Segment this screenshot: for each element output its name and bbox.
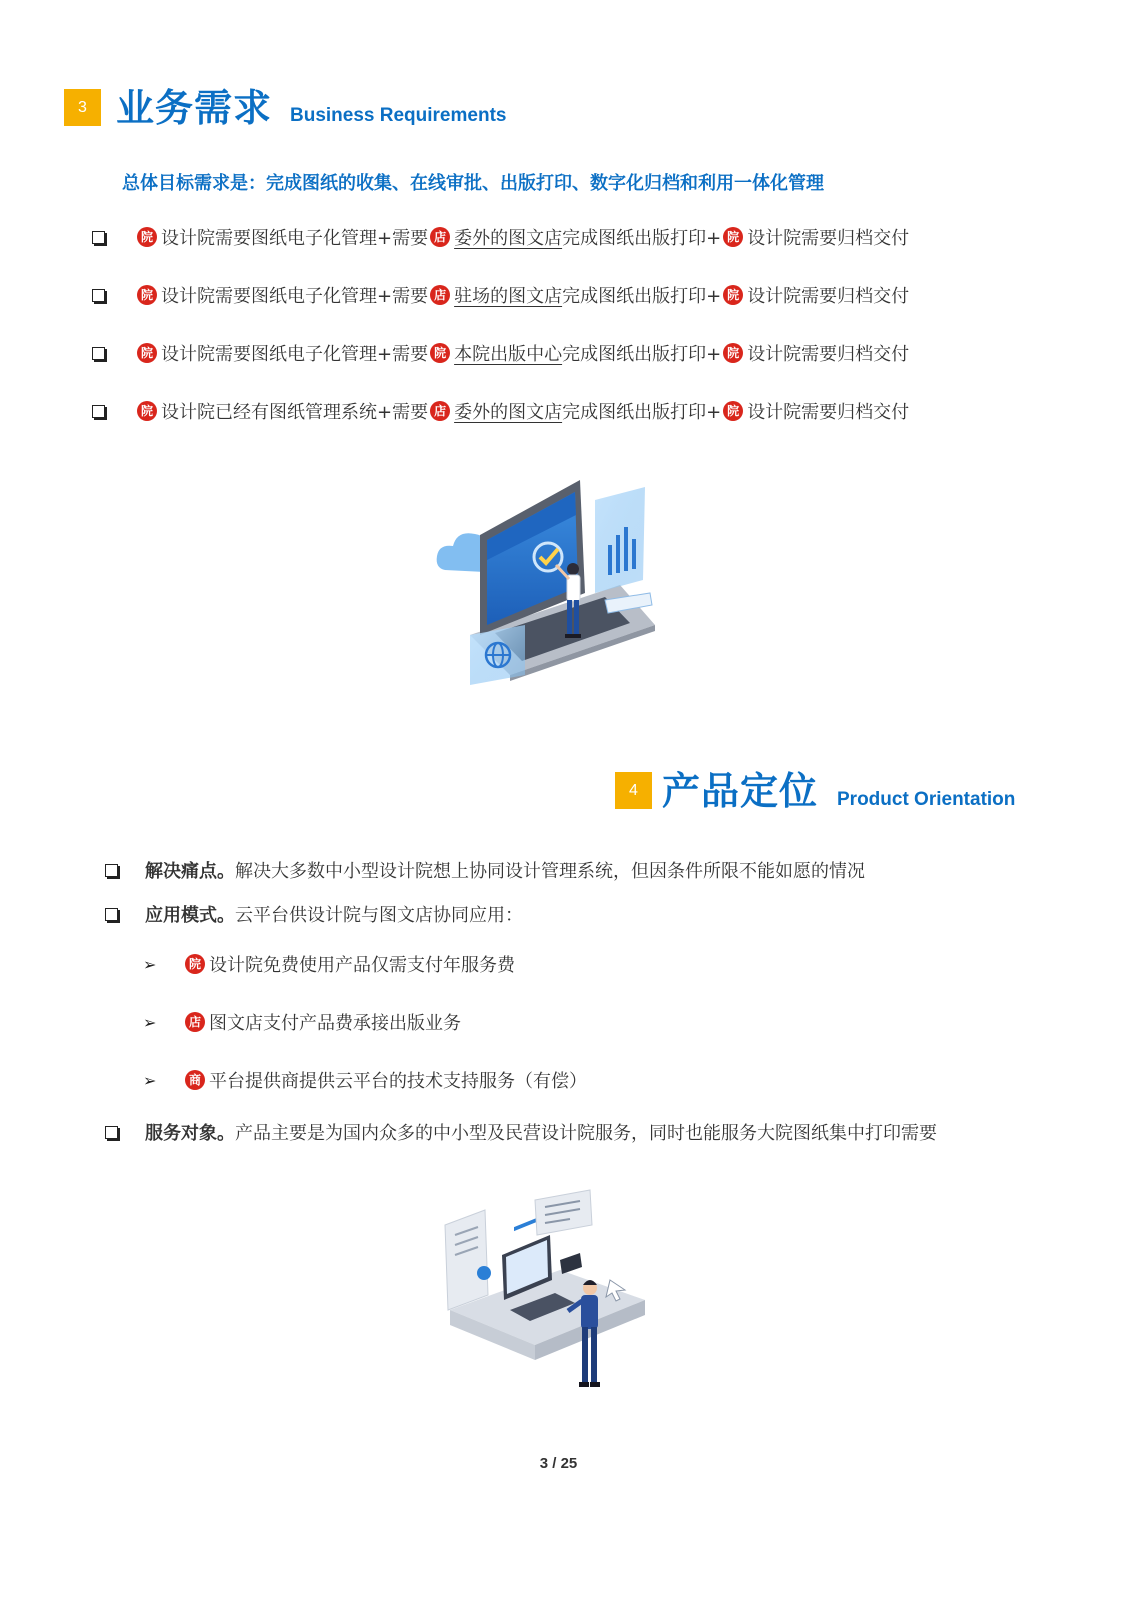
- requirement-row: [92, 398, 909, 424]
- seal-icon: 院: [723, 343, 743, 363]
- checkbox-bullet-icon: [105, 1126, 118, 1139]
- section-subtitle: Product Orientation: [837, 789, 1016, 810]
- row-text: 设计院需要归档交付: [747, 286, 910, 307]
- seal-icon: 院: [137, 343, 157, 363]
- checkbox-bullet-icon: [105, 864, 118, 877]
- goal-statement: 总体目标需求是：完成图纸的收集、在线审批、出版打印、数字化归档和利用一体化管理: [122, 173, 824, 194]
- row-text: 设计院需要归档交付: [747, 344, 910, 365]
- row-text: 设计院需要图纸电子化管理+需要: [161, 228, 429, 249]
- row-underlined-text: 本院出版中心: [454, 344, 563, 365]
- row-text: 云平台供设计院与图文店协同应用：: [235, 905, 523, 926]
- seal-icon: 店: [430, 285, 450, 305]
- requirement-row: [92, 282, 909, 308]
- arrow-bullet-icon: ➢: [143, 954, 157, 974]
- section-title: 业务需求: [116, 86, 273, 130]
- row-text: 设计院需要归档交付: [747, 228, 910, 249]
- seal-icon: 院: [137, 285, 157, 305]
- row-text: 解决大多数中小型设计院想上协同设计管理系统，但因条件所限不能如愿的情况: [235, 861, 865, 882]
- row-text: 平台提供商提供云平台的技术支持服务（有偿）: [209, 1071, 587, 1092]
- seal-icon: 店: [430, 227, 450, 247]
- page-number: 3 / 25: [539, 1455, 578, 1472]
- row-text: 设计院需要归档交付: [747, 402, 910, 423]
- arrow-bullet-icon: ➢: [143, 1012, 157, 1032]
- seal-icon: 院: [723, 401, 743, 421]
- row-text: 完成图纸出版打印+: [562, 286, 722, 307]
- row-text: 完成图纸出版打印+: [562, 402, 722, 423]
- section-number-badge: [615, 772, 652, 809]
- mode-row: [105, 901, 523, 927]
- requirement-row: [92, 224, 909, 250]
- seal-icon: 院: [723, 285, 743, 305]
- row-text: 产品主要是为国内众多的中小型及民营设计院服务，同时也能服务大院图纸集中打印需要: [235, 1123, 937, 1144]
- checkbox-bullet-icon: [92, 289, 105, 302]
- mode-sub-item: [143, 951, 515, 977]
- row-label: 服务对象。: [145, 1123, 235, 1144]
- row-text: 完成图纸出版打印+: [562, 344, 722, 365]
- seal-icon: 店: [185, 1012, 205, 1032]
- row-text: 完成图纸出版打印+: [562, 228, 722, 249]
- section-number: 4: [629, 781, 638, 799]
- section-title: 产品定位: [662, 769, 819, 813]
- checkbox-bullet-icon: [92, 231, 105, 244]
- row-underlined-text: 驻场的图文店: [454, 286, 563, 307]
- service-row: [105, 1119, 937, 1145]
- arrow-bullet-icon: ➢: [143, 1070, 157, 1090]
- row-label: 解决痛点。: [145, 861, 235, 882]
- checkbox-bullet-icon: [105, 908, 118, 921]
- seal-icon: 院: [137, 401, 157, 421]
- seal-icon: 院: [137, 227, 157, 247]
- row-underlined-text: 委外的图文店: [454, 402, 563, 423]
- mode-sub-item: [143, 1009, 461, 1035]
- seal-icon: 院: [185, 954, 205, 974]
- row-text: 图文店支付产品费承接出版业务: [209, 1013, 461, 1034]
- requirement-row: [92, 340, 909, 366]
- row-label: 应用模式。: [145, 905, 235, 926]
- checkbox-bullet-icon: [92, 405, 105, 418]
- section-number: 3: [78, 98, 87, 116]
- seal-icon: 院: [430, 343, 450, 363]
- row-underlined-text: 委外的图文店: [454, 228, 563, 249]
- seal-icon: 院: [723, 227, 743, 247]
- row-text: 设计院已经有图纸管理系统+需要: [161, 402, 429, 423]
- workstation-illustration: [440, 1185, 650, 1400]
- mode-sub-item: [143, 1067, 587, 1093]
- checkbox-bullet-icon: [92, 347, 105, 360]
- section-number-badge: [64, 89, 101, 126]
- row-text: 设计院需要图纸电子化管理+需要: [161, 344, 429, 365]
- laptop-illustration: [430, 475, 670, 690]
- pain-point-row: [105, 857, 865, 883]
- seal-icon: 店: [430, 401, 450, 421]
- row-text: 设计院需要图纸电子化管理+需要: [161, 286, 429, 307]
- seal-icon: 商: [185, 1070, 205, 1090]
- row-text: 设计院免费使用产品仅需支付年服务费: [209, 955, 515, 976]
- section-subtitle: Business Requirements: [290, 105, 507, 126]
